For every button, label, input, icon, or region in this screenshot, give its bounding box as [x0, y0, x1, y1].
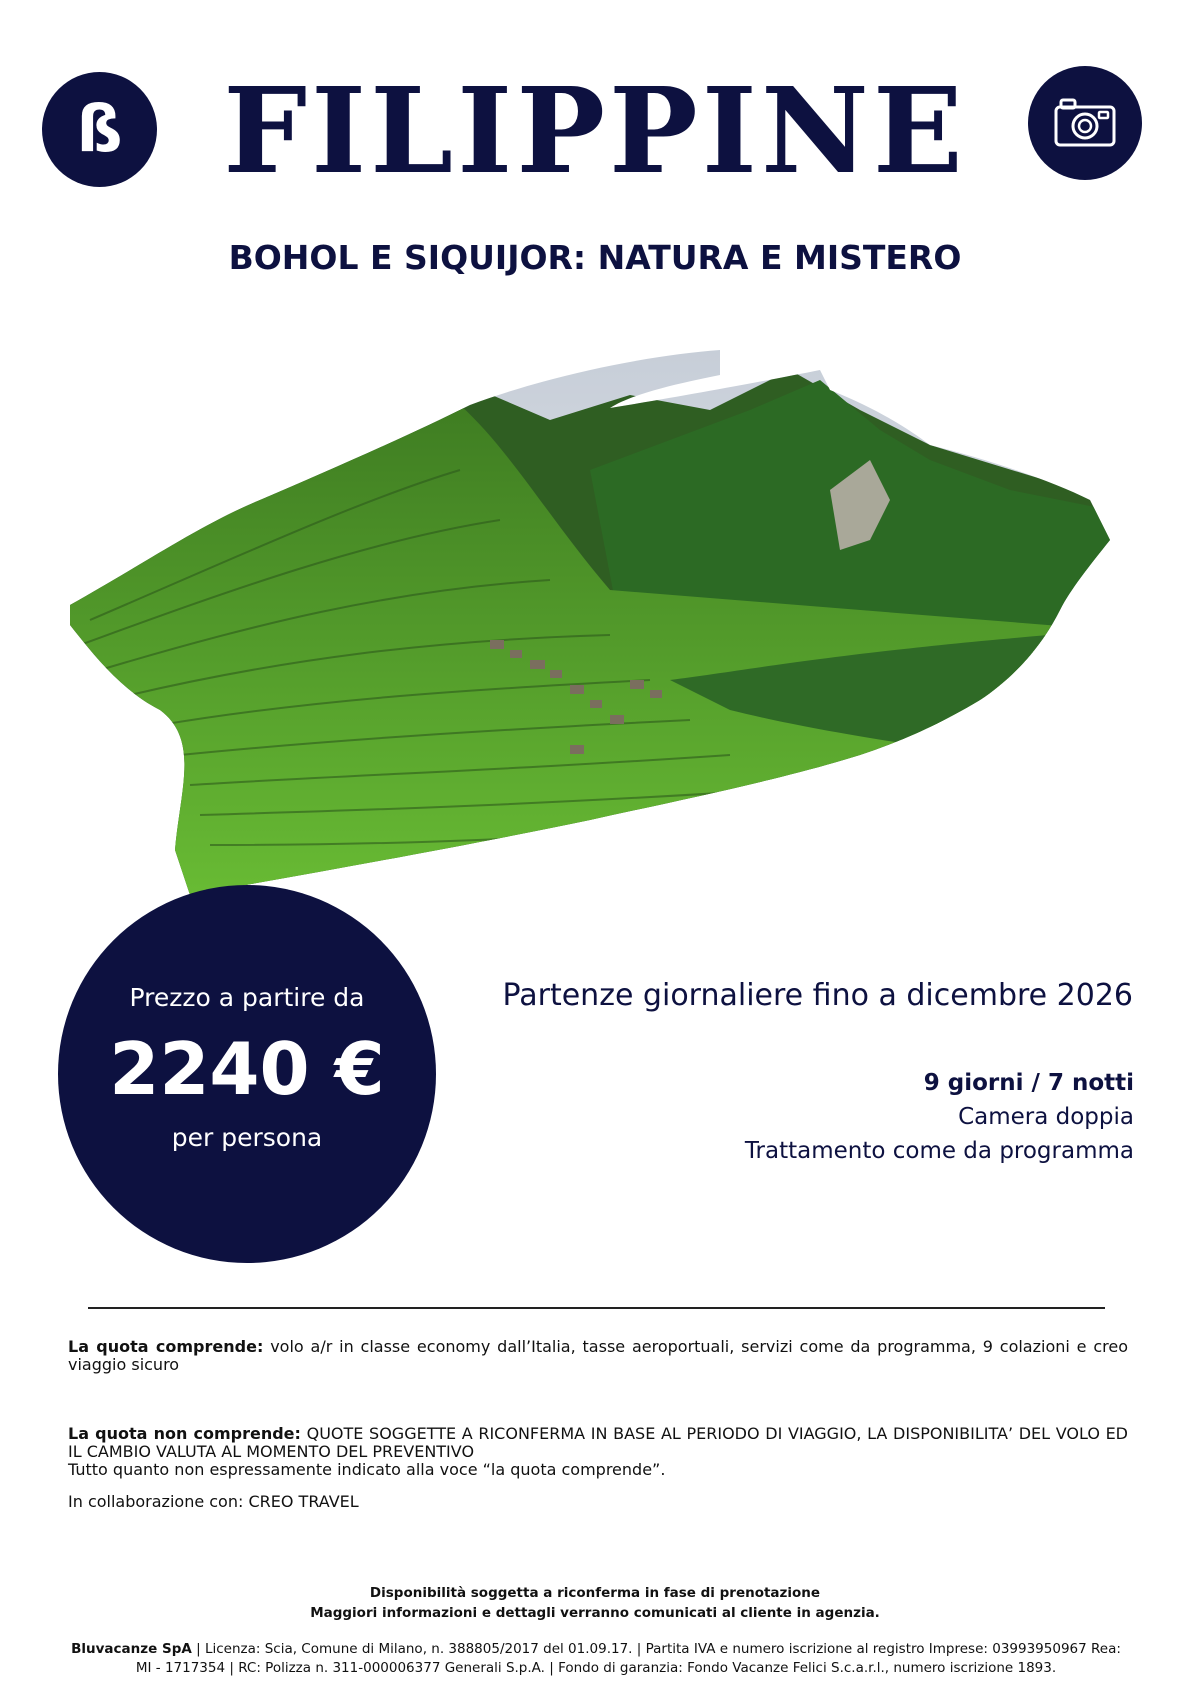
company-name: Bluvacanze SpA [71, 1641, 192, 1657]
footer-line-2: Maggiori informazioni e dettagli verranno comunicati al cliente in agenzia. [310, 1605, 880, 1621]
rice-terraces-photo [30, 350, 1170, 930]
page-title: FILIPPINE [223, 61, 967, 200]
page-subtitle: BOHOL E SIQUIJOR: NATURA E MISTERO [228, 238, 962, 277]
excludes-note: Tutto quanto non espressamente indicato alla voce “la quota comprende”. [68, 1460, 666, 1479]
departures-text: Partenze giornaliere fino a dicembre 2026 [502, 978, 1133, 1013]
includes-label: La quota comprende: [68, 1337, 264, 1356]
camera-icon [1053, 97, 1117, 149]
beta-logo-icon: ß [76, 92, 123, 167]
includes-text: volo a/r in classe economy dall’Italia, tasse aeroportuali, servizi come da programma, 9 colazioni e creo viaggio sicuro [68, 1337, 1128, 1374]
duration: 9 giorni / 7 notti [923, 1070, 1134, 1096]
excludes-text: QUOTE SOGGETTE A RICONFERMA IN BASE AL PERIODO DI VIAGGIO, LA DISPONIBILITA’ DEL VOLO ED IL CAMBIO VALUTA AL MOMENTO DEL PREVENTIVO [68, 1424, 1129, 1461]
includes-paragraph [68, 1338, 1128, 1374]
room-type: Camera doppia [958, 1104, 1134, 1130]
divider [88, 1307, 1105, 1309]
price-amount: 2240 € [109, 1027, 385, 1111]
excludes-label: La quota non comprende: [68, 1424, 301, 1443]
price-prefix: Prezzo a partire da [129, 983, 365, 1012]
camera-badge [1028, 66, 1142, 180]
collaboration-text: In collaborazione con: CREO TRAVEL [68, 1492, 359, 1511]
footer-notice [0, 1583, 1190, 1623]
excludes-paragraph [68, 1425, 1128, 1479]
footer-legal [62, 1640, 1130, 1678]
legal-text: | Licenza: Scia, Comune di Milano, n. 388805/2017 del 01.09.17. | Partita IVA e numero iscrizione al registro Imprese: 03993950967 Rea: MI - 1717354 | RC: Polizza n. 311-000006377 Generali S.p.A. | Fondo di garanzia: Fondo Vacanze Felici S.c.a.r.l., numero iscrizione 1893. [135, 1641, 1121, 1676]
price-badge [58, 885, 436, 1263]
price-suffix: per persona [171, 1123, 323, 1152]
trip-details [745, 1066, 1134, 1168]
footer-line-1: Disponibilità soggetta a riconferma in fase di prenotazione [369, 1585, 821, 1601]
board-type: Trattamento come da programma [744, 1138, 1134, 1164]
